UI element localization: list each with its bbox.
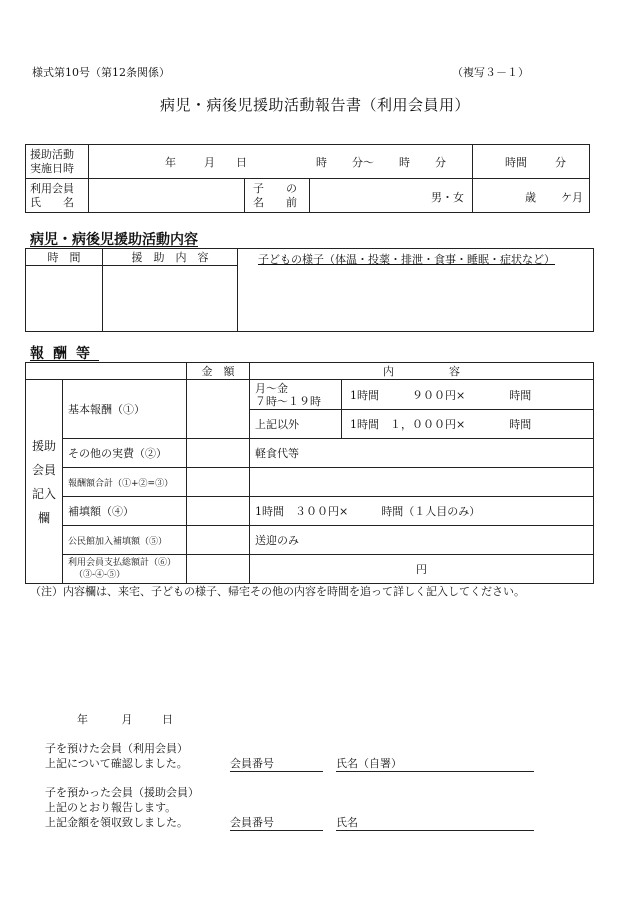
activity-table	[25, 248, 594, 332]
subsidy-detail: 1時間 ３００円× 時間（１人目のみ）	[250, 497, 594, 526]
helper-received: 上記金額を領収致しました。	[45, 816, 188, 829]
note-text: （注）内容欄は、来宅、子どもの様子、帰宅その他の内容を時間を追って詳しく記入してください。	[30, 585, 525, 598]
user-member-no-label: 会員番号	[230, 757, 274, 770]
col-amount: 金 額	[187, 363, 250, 380]
footer-date	[77, 712, 173, 727]
duration-hours: 時間	[505, 156, 527, 169]
other-time-rate: 1時間 １，０００円× 時間	[342, 410, 594, 439]
age-years: 歳	[525, 191, 536, 204]
user-member-no-field[interactable]	[230, 756, 323, 772]
subtotal-detail	[250, 468, 594, 497]
info-table	[25, 144, 590, 213]
gender-choice[interactable]: 男・女	[431, 191, 464, 204]
hall-subsidy-label: 公民館加入補填額（⑤）	[63, 526, 187, 555]
weekday-label: 月～金 ７時～１９時	[250, 380, 342, 410]
end-minute: 分	[435, 156, 446, 169]
user-role: 子を預けた会員（利用会員）	[45, 742, 188, 755]
activity-content-field[interactable]	[103, 266, 238, 332]
user-name-sign-label: 氏名（自署）	[336, 757, 402, 770]
end-hour: 時	[399, 156, 410, 169]
total-yen: 円	[250, 555, 594, 584]
col-content: 援 助 内 容	[103, 249, 238, 266]
age-field[interactable]	[473, 179, 590, 213]
total-label-line1: 利用会員支払総額計（⑥）	[68, 558, 177, 568]
helper-name-field[interactable]	[336, 815, 534, 831]
member-label: 利用会員 氏 名	[26, 179, 89, 213]
footer-year: 年	[77, 713, 88, 726]
page-title: 病児・病後児援助活動報告書（利用会員用）	[159, 96, 470, 114]
col-child-state: 子どもの様子（体温・投薬・排泄・食事・睡眠・症状など）	[258, 253, 555, 266]
helper-role: 子を預かった会員（援助会員）	[45, 786, 199, 799]
footer-month: 月	[121, 713, 133, 726]
total-amount[interactable]	[187, 555, 250, 584]
fees-section-title: 報酬等	[30, 346, 99, 362]
expenses-label: その他の実費（②）	[63, 439, 187, 468]
start-hour: 時	[316, 156, 327, 169]
form-number: 様式第10号（第12条関係）	[32, 66, 170, 79]
child-state-field[interactable]	[238, 249, 594, 332]
col-detail: 内 容	[250, 363, 594, 380]
basic-fee-label: 基本報酬（①）	[63, 380, 187, 439]
date-month: 月	[204, 156, 215, 169]
subtotal-label: 報酬額合計（①+②=③）	[63, 468, 187, 497]
subsidy-amount[interactable]	[187, 497, 250, 526]
total-label	[63, 555, 187, 584]
helper-side-label: 援助会員記入欄	[26, 380, 63, 584]
helper-report: 上記のとおり報告します。	[45, 801, 177, 814]
total-label-line2: （③-④-⑤）	[74, 570, 126, 580]
expenses-detail: 軽食代等	[250, 439, 594, 468]
hall-subsidy-amount[interactable]	[187, 526, 250, 555]
start-minute: 分～	[352, 156, 374, 169]
helper-member-no-label: 会員番号	[230, 816, 274, 829]
date-field[interactable]	[89, 145, 473, 179]
col-time: 時 間	[26, 249, 103, 266]
hall-subsidy-detail: 送迎のみ	[250, 526, 594, 555]
user-confirm: 上記について確認しました。	[45, 757, 188, 770]
activity-section-title: 病児・病後児援助活動内容	[30, 232, 198, 248]
copy-number: （複写３－１）	[452, 66, 529, 79]
fees-table	[25, 362, 594, 584]
date-label: 援助活動 実施日時	[26, 145, 89, 179]
subtotal-amount[interactable]	[187, 468, 250, 497]
activity-time-field[interactable]	[26, 266, 103, 332]
helper-name-label: 氏名	[336, 816, 358, 829]
weekday-rate: 1時間 ９００円× 時間	[342, 380, 594, 410]
helper-member-no-field[interactable]	[230, 815, 323, 831]
duration-minutes: 分	[555, 156, 566, 169]
date-year: 年	[165, 156, 176, 169]
child-label: 子 の 名 前	[245, 179, 310, 213]
child-name-field[interactable]	[310, 179, 473, 213]
age-months: ケ月	[561, 191, 583, 204]
basic-fee-amount[interactable]	[187, 380, 250, 439]
member-name-field[interactable]	[89, 179, 245, 213]
date-day: 日	[236, 156, 247, 169]
footer-day: 日	[162, 713, 173, 726]
user-name-sign-field[interactable]	[336, 756, 534, 772]
subsidy-label: 補填額（④）	[63, 497, 187, 526]
other-time-label: 上記以外	[250, 410, 342, 439]
duration-field[interactable]	[473, 145, 590, 179]
expenses-amount[interactable]	[187, 439, 250, 468]
